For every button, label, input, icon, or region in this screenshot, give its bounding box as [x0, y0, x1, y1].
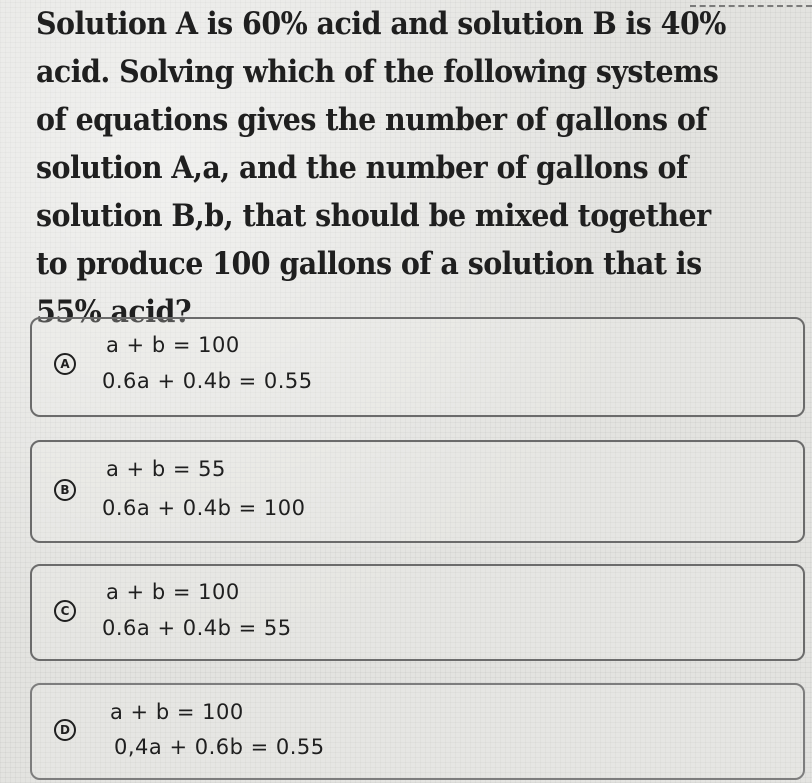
option-equation-2: 0.6a + 0.4b = 0.55 — [102, 369, 313, 393]
question-text: Solution A is 60% acid and solution B is 40% acid. Solving which of the following systems of equations gives the number of gallons of solution A,a, and the number of gallons of solution B,b, that should be mixed together to produce 100 gallons of a solution that is 55% acid? — [36, 6, 726, 330]
option-equation-1: a + b = 100 — [110, 700, 244, 724]
option-equation-2: 0.6a + 0.4b = 100 — [102, 496, 306, 520]
option-equation-1: a + b = 100 — [106, 333, 240, 357]
option-equation-1: a + b = 100 — [106, 580, 240, 604]
answer-option-a[interactable] — [30, 317, 805, 417]
option-letter-badge: C — [54, 600, 76, 622]
answer-option-b[interactable] — [30, 440, 805, 543]
option-equation-2: 0.6a + 0.4b = 55 — [102, 616, 292, 640]
answer-option-c[interactable] — [30, 564, 805, 661]
option-letter-badge: A — [54, 353, 76, 375]
option-letter-badge: B — [54, 479, 76, 501]
option-equation-1: a + b = 55 — [106, 457, 226, 481]
option-letter-badge: D — [54, 719, 76, 741]
option-equation-2: 0,4a + 0.6b = 0.55 — [114, 735, 325, 759]
answer-option-d[interactable] — [30, 683, 805, 780]
